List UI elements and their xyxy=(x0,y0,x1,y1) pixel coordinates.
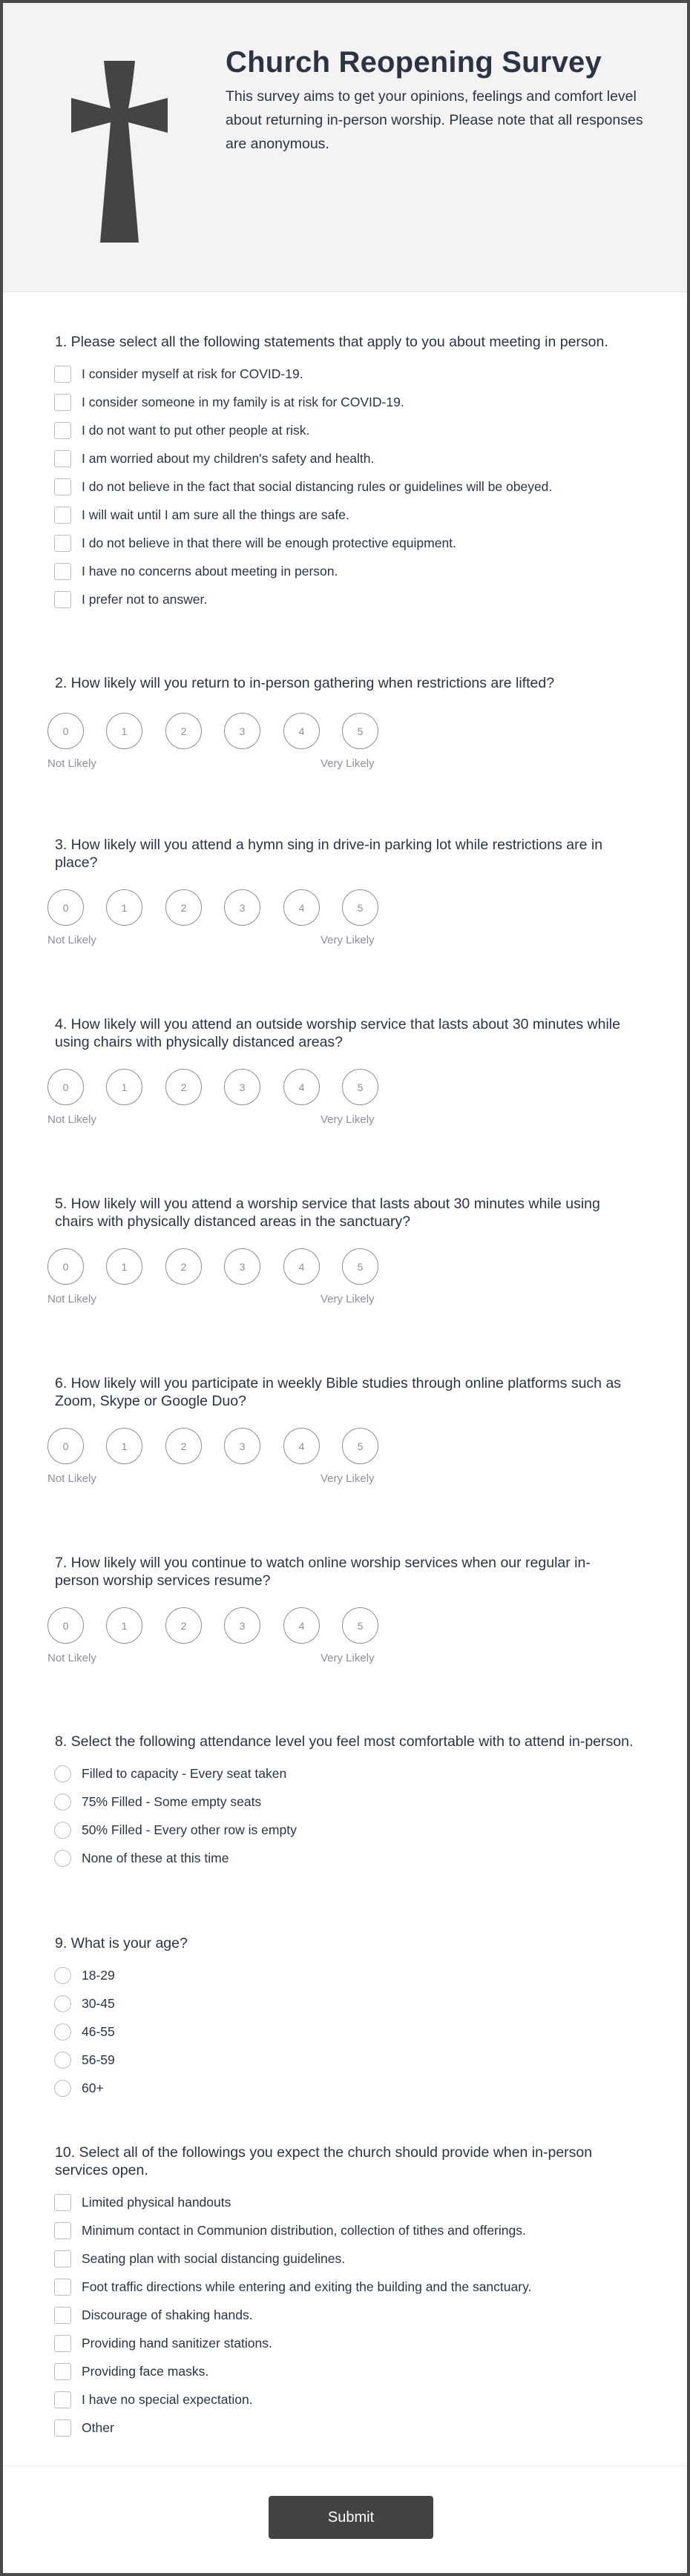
scale-option-2[interactable]: 2 xyxy=(165,1248,202,1285)
question-7 xyxy=(47,1554,641,1668)
radio-button[interactable] xyxy=(54,2023,71,2040)
question-9-options xyxy=(47,1961,641,2102)
scale-min-label: Not Likely xyxy=(47,757,96,770)
scale-captions xyxy=(47,1293,641,1309)
scale-max-label: Very Likely xyxy=(321,1293,375,1305)
scale-option-5[interactable]: 5 xyxy=(342,1069,378,1105)
question-6-label: 6. How likely will you participate in weekly Bible studies through online platforms such as Zoom, Skype or Google Duo? xyxy=(55,1375,622,1409)
checkbox-option[interactable] xyxy=(54,388,641,416)
checkbox[interactable] xyxy=(54,2335,71,2352)
scale-option-2[interactable]: 2 xyxy=(165,713,202,749)
checkbox-option[interactable] xyxy=(54,444,641,472)
question-1-options xyxy=(47,360,641,613)
option-label: 75% Filled - Some empty seats xyxy=(82,1793,262,1809)
option-label: Discourage of shaking hands. xyxy=(82,2307,253,2322)
option-label: 50% Filled - Every other row is empty xyxy=(82,1822,297,1837)
checkbox[interactable] xyxy=(54,2419,71,2437)
scale-min-label: Not Likely xyxy=(47,1472,96,1485)
option-label: Providing hand sanitizer stations. xyxy=(82,2335,272,2351)
scale-min-label: Not Likely xyxy=(47,934,96,946)
checkbox-option[interactable] xyxy=(54,2216,641,2244)
scale-option-5[interactable]: 5 xyxy=(342,889,378,926)
scale-option-5[interactable]: 5 xyxy=(342,1607,378,1644)
question-3 xyxy=(47,836,641,950)
option-label: Seating plan with social distancing guidelines. xyxy=(82,2250,346,2266)
option-label: I consider someone in my family is at risk for COVID-19. xyxy=(82,394,404,409)
scale-option-2[interactable]: 2 xyxy=(165,1069,202,1105)
scale-captions xyxy=(47,1113,641,1130)
checkbox[interactable] xyxy=(54,507,71,524)
rating-scale xyxy=(47,713,641,750)
scale-option-4[interactable]: 4 xyxy=(283,713,320,749)
checkbox[interactable] xyxy=(54,591,71,608)
checkbox[interactable] xyxy=(54,563,71,580)
option-label: I have no special expectation. xyxy=(82,2391,253,2407)
scale-option-0[interactable]: 0 xyxy=(47,1248,84,1285)
scale-option-1[interactable]: 1 xyxy=(106,1428,142,1464)
scale-max-label: Very Likely xyxy=(321,1113,375,1126)
question-4-label: 4. How likely will you attend an outside worship service that lasts about 30 minutes while using chairs with physically distanced areas? xyxy=(55,1016,620,1050)
scale-captions xyxy=(47,1472,641,1489)
radio-button[interactable] xyxy=(54,1967,71,1984)
checkbox[interactable] xyxy=(54,366,71,383)
scale-option-3[interactable]: 3 xyxy=(224,713,260,749)
scale-option-2[interactable]: 2 xyxy=(165,1607,202,1644)
scale-captions xyxy=(47,934,641,950)
question-9 xyxy=(47,1934,641,2102)
scale-option-0[interactable]: 0 xyxy=(47,1069,84,1105)
scale-captions xyxy=(47,1652,641,1668)
scale-option-5[interactable]: 5 xyxy=(342,713,378,749)
checkbox-option[interactable] xyxy=(54,416,641,444)
checkbox[interactable] xyxy=(54,2363,71,2380)
radio-button[interactable] xyxy=(54,1793,71,1811)
checkbox-option[interactable] xyxy=(54,2329,641,2357)
question-7-label: 7. How likely will you continue to watch online worship services when our regular in-person worship services resume? xyxy=(55,1555,591,1589)
option-label: Providing face masks. xyxy=(82,2363,209,2379)
checkbox[interactable] xyxy=(54,2391,71,2408)
checkbox[interactable] xyxy=(54,450,71,467)
radio-button[interactable] xyxy=(54,1822,71,1839)
scale-min-label: Not Likely xyxy=(47,1293,96,1305)
question-2-label: 2. How likely will you return to in-person gathering when restrictions are lifted? xyxy=(55,675,555,691)
question-1 xyxy=(47,333,641,613)
scale-option-0[interactable]: 0 xyxy=(47,1607,84,1644)
option-label: I prefer not to answer. xyxy=(82,591,208,607)
checkbox-option[interactable] xyxy=(54,2414,641,2442)
scale-option-2[interactable]: 2 xyxy=(165,889,202,926)
radio-button[interactable] xyxy=(54,1995,71,2012)
option-label: I do not believe in the fact that social distancing rules or guidelines will be obeyed. xyxy=(82,478,553,494)
scale-option-1[interactable]: 1 xyxy=(106,889,142,926)
checkbox[interactable] xyxy=(54,2250,71,2267)
checkbox-option[interactable] xyxy=(54,2385,641,2414)
question-10-options xyxy=(47,2188,641,2442)
option-label: 46-55 xyxy=(82,2023,115,2039)
scale-captions xyxy=(47,757,641,774)
checkbox-option[interactable] xyxy=(54,557,641,585)
scale-option-5[interactable]: 5 xyxy=(342,1248,378,1285)
checkbox-option[interactable] xyxy=(54,2188,641,2216)
option-label: 60+ xyxy=(82,2080,104,2095)
option-label: None of these at this time xyxy=(82,1850,229,1865)
radio-option[interactable] xyxy=(54,2017,641,2046)
checkbox[interactable] xyxy=(54,2222,71,2239)
scale-option-5[interactable]: 5 xyxy=(342,1428,378,1464)
form-title: Church Reopening Survey xyxy=(226,46,602,79)
radio-option[interactable] xyxy=(54,1844,641,1872)
checkbox[interactable] xyxy=(54,2279,71,2296)
radio-button[interactable] xyxy=(54,2080,71,2097)
scale-option-3[interactable]: 3 xyxy=(224,889,260,926)
scale-option-0[interactable]: 0 xyxy=(47,889,84,926)
question-10 xyxy=(47,2144,641,2442)
option-label: Limited physical handouts xyxy=(82,2194,231,2210)
option-label: I do not believe in that there will be enough protective equipment. xyxy=(82,535,456,550)
checkbox[interactable] xyxy=(54,2307,71,2324)
checkbox-option[interactable] xyxy=(54,360,641,388)
radio-option[interactable] xyxy=(54,1989,641,2017)
scale-min-label: Not Likely xyxy=(47,1113,96,1126)
option-label: Foot traffic directions while entering and exiting the building and the sanctuary. xyxy=(82,2279,532,2294)
option-label: 18-29 xyxy=(82,1967,115,1983)
radio-button[interactable] xyxy=(54,2052,71,2069)
scale-max-label: Very Likely xyxy=(321,757,375,770)
rating-scale xyxy=(47,1428,641,1465)
submit-button[interactable]: Submit xyxy=(269,2496,433,2539)
scale-option-3[interactable]: 3 xyxy=(224,1248,260,1285)
question-3-label: 3. How likely will you attend a hymn sing in drive-in parking lot while restrictions are in place? xyxy=(55,837,603,871)
option-label: Other xyxy=(82,2419,114,2435)
checkbox-option[interactable] xyxy=(54,529,641,557)
question-8-options xyxy=(47,1759,641,1872)
scale-option-0[interactable]: 0 xyxy=(47,713,84,749)
checkbox-option[interactable] xyxy=(54,2301,641,2329)
scale-option-1[interactable]: 1 xyxy=(106,1607,142,1644)
checkbox-option[interactable] xyxy=(54,501,641,529)
scale-max-label: Very Likely xyxy=(321,934,375,946)
radio-button[interactable] xyxy=(54,1850,71,1867)
checkbox-option[interactable] xyxy=(54,2273,641,2301)
scale-option-0[interactable]: 0 xyxy=(47,1428,84,1464)
scale-option-1[interactable]: 1 xyxy=(106,1248,142,1285)
radio-option[interactable] xyxy=(54,2074,641,2102)
scale-option-3[interactable]: 3 xyxy=(224,1428,260,1464)
radio-option[interactable] xyxy=(54,1961,641,1989)
question-6 xyxy=(47,1374,641,1489)
question-5-label: 5. How likely will you attend a worship service that lasts about 30 minutes while using chairs with physically distanced areas in the sanctuary? xyxy=(55,1196,600,1230)
question-2 xyxy=(47,674,641,774)
checkbox-option[interactable] xyxy=(54,2244,641,2273)
option-label: I will wait until I am sure all the things are safe. xyxy=(82,507,349,522)
rating-scale xyxy=(47,1607,641,1644)
scale-min-label: Not Likely xyxy=(47,1652,96,1664)
checkbox[interactable] xyxy=(54,394,71,411)
scale-option-3[interactable]: 3 xyxy=(224,1607,260,1644)
cross-icon xyxy=(71,61,168,243)
radio-option[interactable] xyxy=(54,1759,641,1788)
question-8 xyxy=(47,1733,641,1872)
question-9-label: 9. What is your age? xyxy=(55,1935,188,1951)
option-label: I do not want to put other people at risk. xyxy=(82,422,310,438)
form-header xyxy=(3,3,687,292)
scale-option-4[interactable]: 4 xyxy=(283,1607,320,1644)
scale-option-4[interactable]: 4 xyxy=(283,1248,320,1285)
option-label: I consider myself at risk for COVID-19. xyxy=(82,366,303,381)
radio-button[interactable] xyxy=(54,1765,71,1782)
rating-scale xyxy=(47,889,641,926)
radio-option[interactable] xyxy=(54,2046,641,2074)
checkbox[interactable] xyxy=(54,478,71,495)
scale-option-4[interactable]: 4 xyxy=(283,1069,320,1105)
scale-option-2[interactable]: 2 xyxy=(165,1428,202,1464)
scale-option-4[interactable]: 4 xyxy=(283,1428,320,1464)
question-4 xyxy=(47,1015,641,1130)
radio-option[interactable] xyxy=(54,1816,641,1844)
form-footer xyxy=(3,2465,687,2576)
option-label: I have no concerns about meeting in person. xyxy=(82,563,338,579)
checkbox[interactable] xyxy=(54,422,71,439)
checkbox-option[interactable] xyxy=(54,2357,641,2385)
option-label: 56-59 xyxy=(82,2052,115,2067)
scale-option-1[interactable]: 1 xyxy=(106,1069,142,1105)
rating-scale xyxy=(47,1248,641,1285)
question-1-label: 1. Please select all the following statements that apply to you about meeting in person. xyxy=(55,334,608,350)
scale-max-label: Very Likely xyxy=(321,1652,375,1664)
scale-option-1[interactable]: 1 xyxy=(106,713,142,749)
radio-option[interactable] xyxy=(54,1788,641,1816)
checkbox-option[interactable] xyxy=(54,472,641,501)
checkbox-option[interactable] xyxy=(54,585,641,613)
question-10-label: 10. Select all of the followings you expect the church should provide when in-person services open. xyxy=(55,2144,593,2178)
option-label: Minimum contact in Communion distribution, collection of tithes and offerings. xyxy=(82,2222,526,2238)
scale-max-label: Very Likely xyxy=(321,1472,375,1485)
option-label: Filled to capacity - Every seat taken xyxy=(82,1765,287,1781)
option-label: I am worried about my children's safety and health. xyxy=(82,450,375,466)
option-label: 30-45 xyxy=(82,1995,115,2011)
question-8-label: 8. Select the following attendance level you feel most comfortable with to attend in-person. xyxy=(55,1733,634,1750)
form-description: This survey aims to get your opinions, feelings and comfort level about returning in-person worship. Please note that all responses are anonymous. xyxy=(226,88,643,152)
question-5 xyxy=(47,1195,641,1309)
scale-option-4[interactable]: 4 xyxy=(283,889,320,926)
rating-scale xyxy=(47,1069,641,1106)
checkbox[interactable] xyxy=(54,535,71,552)
scale-option-3[interactable]: 3 xyxy=(224,1069,260,1105)
checkbox[interactable] xyxy=(54,2194,71,2211)
